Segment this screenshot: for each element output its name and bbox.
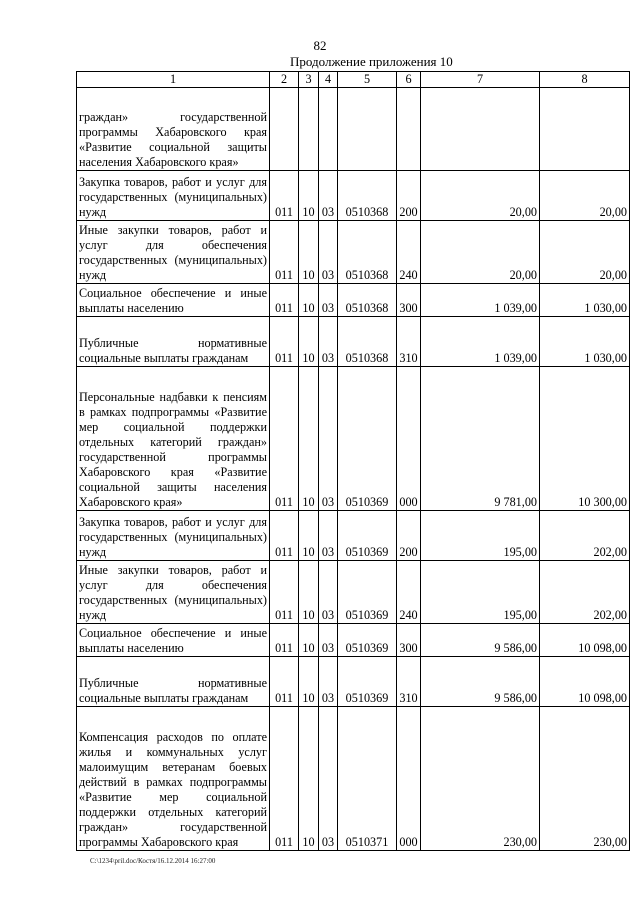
amount-year-1: 9 586,00	[421, 624, 540, 657]
table-body	[77, 88, 630, 851]
row-name: Социальное обеспечение и иные выплаты населению	[77, 284, 270, 317]
table-row	[77, 707, 630, 851]
subsection-code: 03	[319, 171, 338, 221]
admin-code: 011	[270, 511, 299, 561]
row-name: граждан» государственной программы Хабаровского края «Развитие социальной защиты населения Хабаровского края»	[77, 88, 270, 171]
column-header: 5	[338, 72, 397, 88]
target-article-code: 0510368	[338, 171, 397, 221]
amount-year-1: 9 586,00	[421, 657, 540, 707]
section-code: 10	[299, 221, 319, 284]
admin-code: 011	[270, 624, 299, 657]
page-number: 82	[313, 38, 327, 53]
expense-type-code: 200	[397, 171, 421, 221]
table-row	[77, 171, 630, 221]
table-row	[77, 657, 630, 707]
header-row	[77, 72, 630, 88]
target-article-code: 0510369	[338, 511, 397, 561]
row-name: Закупка товаров, работ и услуг для государственных (муниципальных) нужд	[77, 511, 270, 561]
table-row	[77, 221, 630, 284]
table-row	[77, 511, 630, 561]
amount-year-2: 230,00	[540, 707, 630, 851]
section-code: 10	[299, 317, 319, 367]
expense-type-code: 240	[397, 561, 421, 624]
amount-year-2: 10 098,00	[540, 657, 630, 707]
amount-year-1	[421, 88, 540, 171]
target-article-code: 0510371	[338, 707, 397, 851]
subsection-code	[319, 88, 338, 171]
subsection-code: 03	[319, 367, 338, 511]
amount-year-1: 195,00	[421, 561, 540, 624]
table-row	[77, 624, 630, 657]
subsection-code: 03	[319, 707, 338, 851]
amount-year-2: 20,00	[540, 171, 630, 221]
subsection-code: 03	[319, 317, 338, 367]
subsection-code: 03	[319, 221, 338, 284]
amount-year-1: 1 039,00	[421, 284, 540, 317]
table-row	[77, 367, 630, 511]
admin-code: 011	[270, 284, 299, 317]
expense-type-code: 000	[397, 367, 421, 511]
section-code: 10	[299, 624, 319, 657]
admin-code: 011	[270, 171, 299, 221]
subsection-code: 03	[319, 284, 338, 317]
expense-type-code: 200	[397, 511, 421, 561]
table-row	[77, 317, 630, 367]
table-row	[77, 561, 630, 624]
row-name: Публичные нормативные социальные выплаты гражданам	[77, 317, 270, 367]
target-article-code: 0510369	[338, 657, 397, 707]
row-name: Персональные надбавки к пенсиям в рамках подпрограммы «Развитие мер социальной поддержки отдельных категорий граждан» государственной программы Хабаровского края «Развитие социальной защиты населения Хабаровского края»	[77, 367, 270, 511]
amount-year-1: 230,00	[421, 707, 540, 851]
row-name: Закупка товаров, работ и услуг для государственных (муниципальных) нужд	[77, 171, 270, 221]
target-article-code: 0510369	[338, 624, 397, 657]
section-code: 10	[299, 511, 319, 561]
amount-year-2: 202,00	[540, 561, 630, 624]
column-header: 1	[77, 72, 270, 88]
row-name: Иные закупки товаров, работ и услуг для обеспечения государственных (муниципальных) нужд	[77, 561, 270, 624]
amount-year-2: 10 300,00	[540, 367, 630, 511]
column-header: 4	[319, 72, 338, 88]
budget-table	[76, 71, 630, 851]
amount-year-1: 9 781,00	[421, 367, 540, 511]
section-code: 10	[299, 367, 319, 511]
amount-year-2: 1 030,00	[540, 284, 630, 317]
amount-year-2: 202,00	[540, 511, 630, 561]
column-header: 6	[397, 72, 421, 88]
subsection-code: 03	[319, 624, 338, 657]
expense-type-code: 000	[397, 707, 421, 851]
row-name: Социальное обеспечение и иные выплаты населению	[77, 624, 270, 657]
amount-year-1: 1 039,00	[421, 317, 540, 367]
amount-year-2: 10 098,00	[540, 624, 630, 657]
table-row	[77, 284, 630, 317]
target-article-code: 0510368	[338, 221, 397, 284]
column-header: 3	[299, 72, 319, 88]
amount-year-1: 20,00	[421, 171, 540, 221]
subsection-code: 03	[319, 561, 338, 624]
amount-year-1: 20,00	[421, 221, 540, 284]
table-caption: Продолжение приложения 10	[290, 54, 453, 69]
admin-code: 011	[270, 707, 299, 851]
row-name: Иные закупки товаров, работ и услуг для обеспечения государственных (муниципальных) нужд	[77, 221, 270, 284]
amount-year-2: 1 030,00	[540, 317, 630, 367]
admin-code: 011	[270, 367, 299, 511]
expense-type-code	[397, 88, 421, 171]
amount-year-2	[540, 88, 630, 171]
expense-type-code: 310	[397, 657, 421, 707]
expense-type-code: 300	[397, 624, 421, 657]
row-name: Публичные нормативные социальные выплаты гражданам	[77, 657, 270, 707]
target-article-code: 0510368	[338, 284, 397, 317]
target-article-code: 0510369	[338, 367, 397, 511]
document-path-footer: C:\1234\pril.doc/Костя/16.12.2014 16:27:00	[90, 857, 216, 865]
section-code: 10	[299, 284, 319, 317]
table-row	[77, 88, 630, 171]
section-code: 10	[299, 657, 319, 707]
column-header: 7	[421, 72, 540, 88]
admin-code: 011	[270, 657, 299, 707]
admin-code: 011	[270, 561, 299, 624]
admin-code	[270, 88, 299, 171]
amount-year-2: 20,00	[540, 221, 630, 284]
target-article-code: 0510369	[338, 561, 397, 624]
section-code: 10	[299, 561, 319, 624]
expense-type-code: 310	[397, 317, 421, 367]
column-header: 8	[540, 72, 630, 88]
row-name: Компенсация расходов по оплате жилья и коммунальных услуг малоимущим ветеранам боевых действий в рамках подпрограммы «Развитие мер социальной поддержки отдельных категорий граждан» государственной программы Хабаровского края	[77, 707, 270, 851]
column-header: 2	[270, 72, 299, 88]
section-code: 10	[299, 171, 319, 221]
admin-code: 011	[270, 317, 299, 367]
section-code: 10	[299, 707, 319, 851]
amount-year-1: 195,00	[421, 511, 540, 561]
subsection-code: 03	[319, 657, 338, 707]
expense-type-code: 300	[397, 284, 421, 317]
expense-type-code: 240	[397, 221, 421, 284]
target-article-code: 0510368	[338, 317, 397, 367]
admin-code: 011	[270, 221, 299, 284]
target-article-code	[338, 88, 397, 171]
subsection-code: 03	[319, 511, 338, 561]
section-code	[299, 88, 319, 171]
